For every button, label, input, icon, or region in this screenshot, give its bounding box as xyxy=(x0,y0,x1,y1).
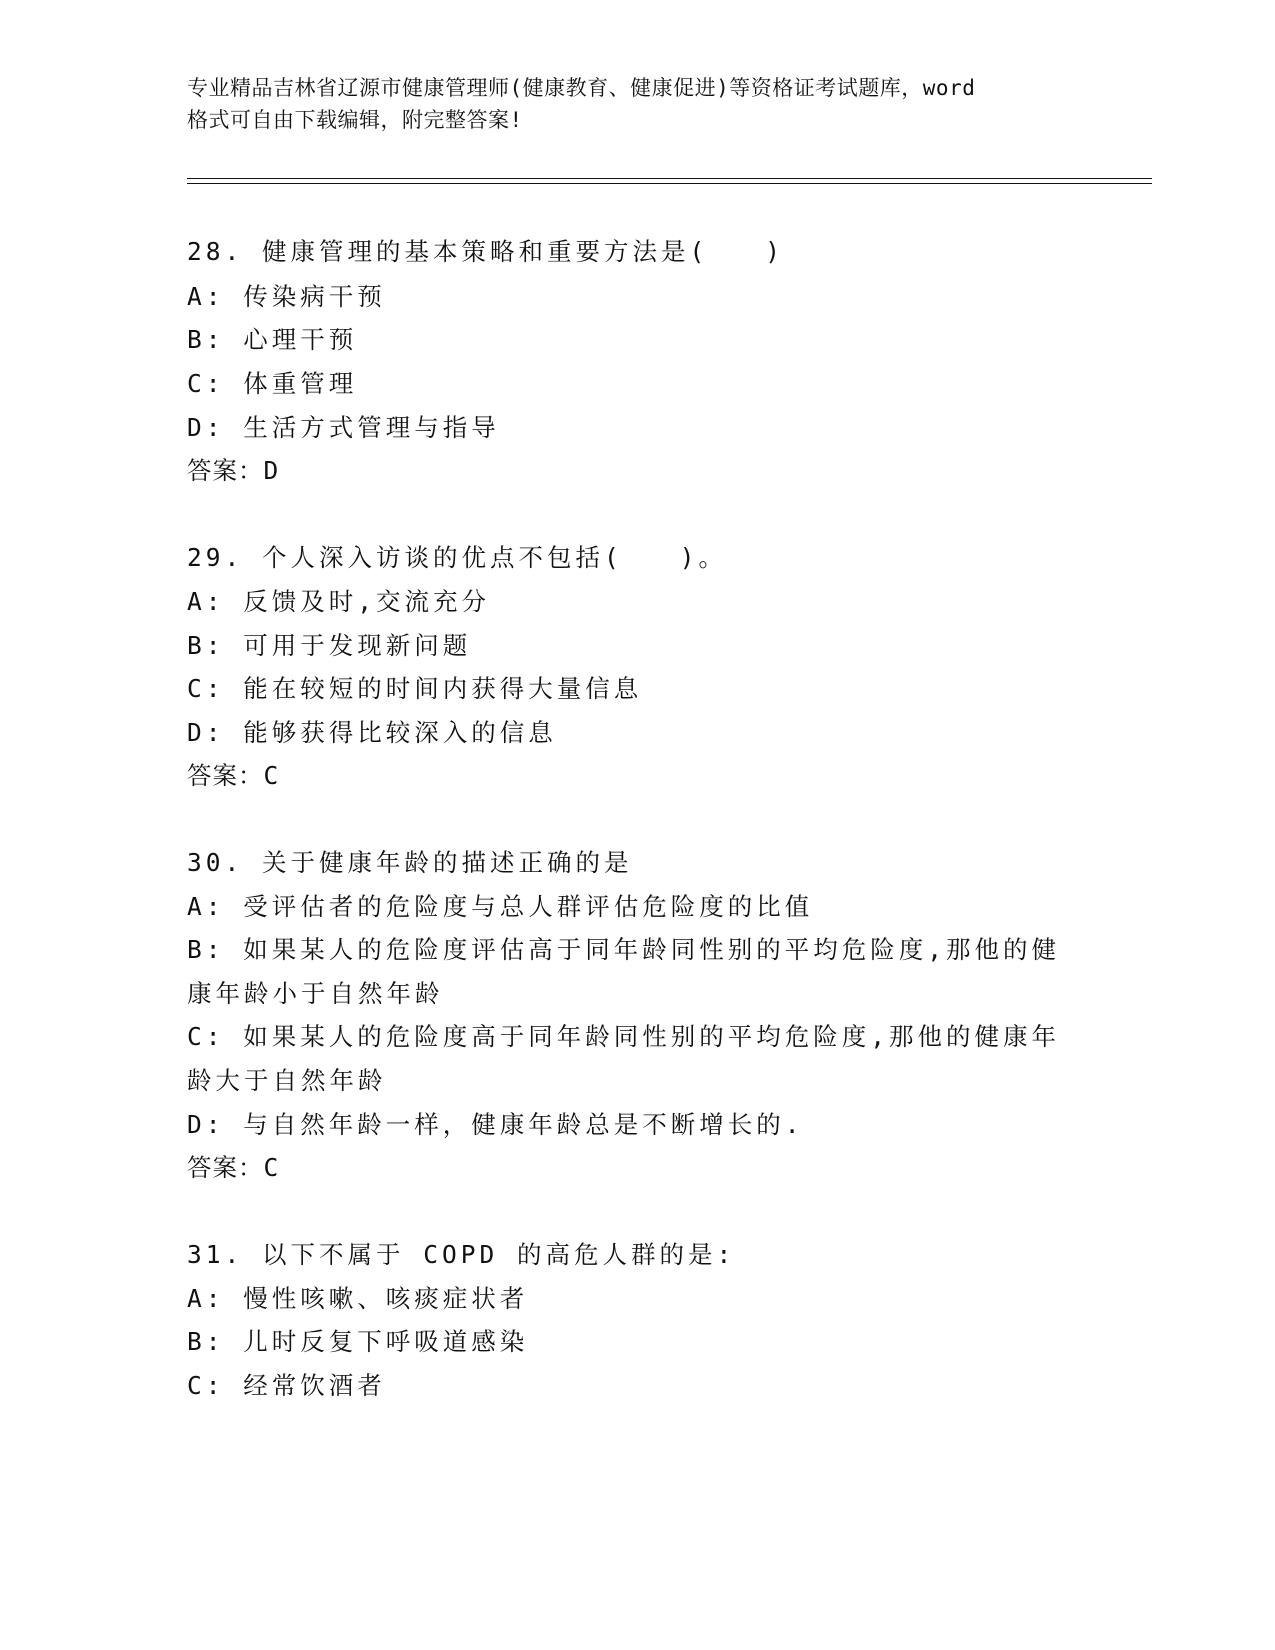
answer-label: 答案： xyxy=(187,761,264,790)
question-28-option-d: D: 生活方式管理与指导 xyxy=(187,413,500,442)
question-28-option-a: A: 传染病干预 xyxy=(187,282,386,311)
header-divider-top xyxy=(187,178,1152,179)
question-28-stem: 28. 健康管理的基本策略和重要方法是( ) xyxy=(187,237,784,266)
question-28-answer xyxy=(187,456,279,486)
question-29-option-b: B: 可用于发现新问题 xyxy=(187,631,472,660)
question-30-option-a: A: 受评估者的危险度与总人群评估危险度的比值 xyxy=(187,892,814,921)
answer-label: 答案： xyxy=(187,456,264,485)
question-31-option-a: A: 慢性咳嗽、咳痰症状者 xyxy=(187,1284,529,1313)
document-header xyxy=(187,72,1087,136)
answer-value: C xyxy=(263,1153,280,1182)
question-29-option-c: C: 能在较短的时间内获得大量信息 xyxy=(187,674,643,703)
question-31-option-b: B: 儿时反复下呼吸道感染 xyxy=(187,1327,529,1356)
question-29-answer xyxy=(187,761,279,791)
question-31-stem: 31. 以下不属于 COPD 的高危人群的是: xyxy=(187,1240,736,1269)
header-line-1: 专业精品吉林省辽源市健康管理师(健康教育、健康促进)等资格证考试题库，word xyxy=(187,76,976,100)
question-30-option-b: B: 如果某人的危险度评估高于同年龄同性别的平均危险度,那他的健 xyxy=(187,935,1060,964)
question-29-option-a: A: 反馈及时,交流充分 xyxy=(187,587,491,616)
question-29-stem: 29. 个人深入访谈的优点不包括( )。 xyxy=(187,543,727,572)
question-30-option-d: D: 与自然年龄一样，健康年龄总是不断增长的. xyxy=(187,1110,804,1139)
question-30-option-c: C: 如果某人的危险度高于同年龄同性别的平均危险度,那他的健康年 xyxy=(187,1022,1060,1051)
question-30-answer xyxy=(187,1153,279,1183)
question-30-option-c-cont: 龄大于自然年龄 xyxy=(187,1066,387,1095)
answer-label: 答案： xyxy=(187,1153,264,1182)
header-divider-bottom xyxy=(187,183,1152,184)
answer-value: C xyxy=(263,761,280,790)
question-28-option-c: C: 体重管理 xyxy=(187,369,358,398)
header-line-2: 格式可自由下载编辑，附完整答案! xyxy=(187,108,523,132)
question-31-option-c: C: 经常饮酒者 xyxy=(187,1371,386,1400)
question-29-option-d: D: 能够获得比较深入的信息 xyxy=(187,718,557,747)
question-28-option-b: B: 心理干预 xyxy=(187,325,358,354)
answer-value: D xyxy=(263,456,280,485)
question-30-stem: 30. 关于健康年龄的描述正确的是 xyxy=(187,848,633,877)
question-30-option-b-cont: 康年龄小于自然年龄 xyxy=(187,979,444,1008)
